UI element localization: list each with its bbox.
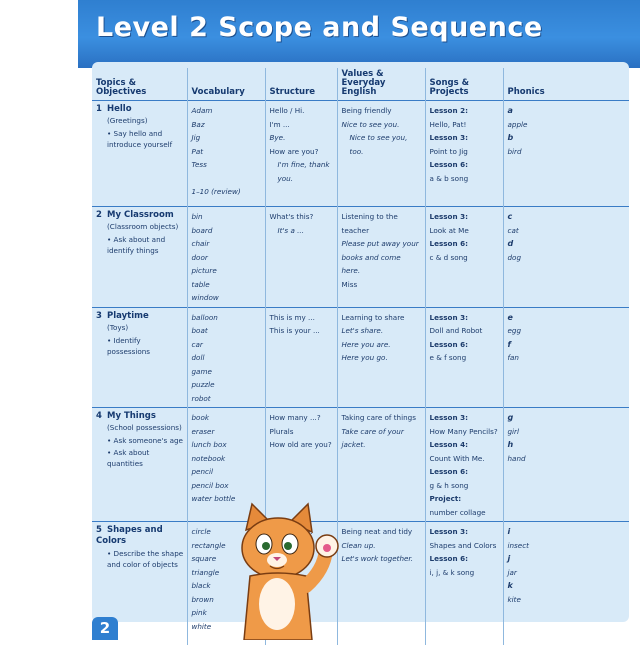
phonics-word: bird [508,145,627,159]
structure-line: Bye. [270,131,334,145]
topic-title [96,411,184,422]
values-line: Please put away your books and come here. [342,237,422,278]
topic-title [96,311,184,322]
lesson-label: Lesson 3: [430,411,500,425]
phonics-cell [503,307,629,408]
song-title: e & f song [430,351,500,365]
topic-cell [92,207,187,308]
header-phonics: Phonics [503,68,629,101]
table-row [92,101,629,207]
phonics-letter: k [508,579,627,593]
phonics-letter: j [508,552,627,566]
vocabulary-word: board [192,224,262,238]
phonics-word: hand [508,452,627,466]
vocabulary-word: book [192,411,262,425]
values-line: Taking care of things [342,411,422,425]
cat-mascot-illustration [228,500,343,640]
values-line: Let's work together. [342,552,422,566]
bullet-icon: • [107,129,114,138]
values-line: Take care of your jacket. [342,425,422,452]
topic-subtitle: (Greetings) [96,115,184,127]
objective-text: Describe the shape and color of objects [107,549,183,569]
header-topics: Topics & Objectives [92,68,187,101]
topic-title [96,104,184,115]
values-line: Here you are. [342,338,422,352]
bullet-icon: • [107,336,114,345]
phonics-letter: i [508,525,627,539]
topic-name: Hello [107,104,132,114]
vocabulary-word: pink [192,606,262,620]
vocabulary-word: door [192,251,262,265]
objective-text: Say hello and introduce yourself [107,129,172,149]
structure-line: Hello / Hi. [270,104,334,118]
phonics-letter: h [508,438,627,452]
values-line: Let's share. [342,324,422,338]
vocabulary-word: brown [192,593,262,607]
song-title: a & b song [430,172,500,186]
structure-line: I'm ... [270,118,334,132]
lesson-label: Lesson 2: [430,104,500,118]
values-line: Listening to the teacher [342,210,422,237]
objective-text: Ask about quantities [107,448,149,468]
values-line: Being friendly [342,104,422,118]
structure-line: I'm fine, thank you. [270,158,334,185]
objective-item [96,548,184,570]
topic-number: 1 [96,104,107,115]
phonics-letter: b [508,131,627,145]
values-cell [337,522,425,645]
vocabulary-word: pencil [192,465,262,479]
vocabulary-word: lunch box [192,438,262,452]
lesson-label: Lesson 6: [430,465,500,479]
page-number: 2 [92,617,118,640]
structure-cell [265,207,337,308]
vocabulary-word: boat [192,324,262,338]
lesson-label: Lesson 3: [430,311,500,325]
topic-number: 3 [96,311,107,322]
songs-cell [425,101,503,207]
page-title: Level 2 Scope and Sequence [96,12,543,43]
header-vocabulary: Vocabulary [187,68,265,101]
structure-line: It's a ... [270,224,334,238]
topic-title [96,525,184,547]
vocabulary-word: chair [192,237,262,251]
songs-cell [425,408,503,522]
vocabulary-word: car [192,338,262,352]
vocabulary-word: table [192,278,262,292]
bullet-icon: • [107,235,114,244]
phonics-word: fan [508,351,627,365]
values-line: Miss [342,278,422,292]
vocabulary-word: notebook [192,452,262,466]
song-title: Hello, Pat! [430,118,500,132]
lesson-label: Lesson 3: [430,525,500,539]
phonics-cell [503,408,629,522]
phonics-letter: e [508,311,627,325]
structure-line: Plurals [270,425,334,439]
vocabulary-cell [187,307,265,408]
table-row [92,307,629,408]
song-title: c & d song [430,251,500,265]
lesson-label: Lesson 4: [430,438,500,452]
phonics-word: jar [508,566,627,580]
lesson-label: Lesson 3: [430,131,500,145]
structure-cell [265,101,337,207]
objective-item [96,335,184,357]
objective-text: Ask about and identify things [107,235,165,255]
vocabulary-word: game [192,365,262,379]
song-title: i, j, & k song [430,566,500,580]
topic-name: My Classroom [107,210,174,220]
lesson-label: Lesson 6: [430,552,500,566]
structure-line: How are you? [270,145,334,159]
vocabulary-word: pencil box [192,479,262,493]
vocabulary-cell [187,101,265,207]
vocabulary-word: 1–10 (review) [192,185,262,199]
song-title: Look at Me [430,224,500,238]
phonics-letter: a [508,104,627,118]
phonics-letter: d [508,237,627,251]
structure-line: This is your ... [270,324,334,338]
bullet-icon: • [107,436,114,445]
vocabulary-word: square [192,552,262,566]
vocabulary-word: robot [192,392,262,406]
song-title: Point to Jig [430,145,500,159]
vocabulary-word: picture [192,264,262,278]
vocabulary-word: Pat [192,145,262,159]
phonics-word: dog [508,251,627,265]
lesson-label: Project: [430,492,500,506]
songs-cell [425,522,503,645]
vocabulary-cell [187,207,265,308]
topic-number: 4 [96,411,107,422]
topic-cell [92,408,187,522]
values-line: Here you go. [342,351,422,365]
objective-item [96,128,184,150]
lesson-label: Lesson 6: [430,237,500,251]
phonics-cell [503,101,629,207]
vocabulary-word: rectangle [192,539,262,553]
vocabulary-word: circle [192,525,262,539]
topic-title [96,210,184,221]
songs-cell [425,207,503,308]
vocabulary-word: Tess [192,158,262,172]
song-title: How Many Pencils? [430,425,500,439]
phonics-word: kite [508,593,627,607]
table-row [92,207,629,308]
vocabulary-word: Adam [192,104,262,118]
header-values: Values & Everyday English [337,68,425,101]
topic-cell [92,307,187,408]
vocabulary-word: Baz [192,118,262,132]
objective-text: Identify possessions [107,336,150,356]
topic-subtitle: (Classroom objects) [96,221,184,233]
structure-line: How old are you? [270,438,334,452]
phonics-cell [503,522,629,645]
vocabulary-word: black [192,579,262,593]
structure-line: This is my ... [270,311,334,325]
header-songs: Songs & Projects [425,68,503,101]
table-row [92,522,629,645]
values-line: Learning to share [342,311,422,325]
song-title: g & h song [430,479,500,493]
songs-cell [425,307,503,408]
values-line: Clean up. [342,539,422,553]
topic-subtitle: (School possessions) [96,422,184,434]
values-cell [337,408,425,522]
phonics-word: egg [508,324,627,338]
topic-name: Shapes and Colors [96,525,163,546]
header-structure: Structure [265,68,337,101]
vocabulary-word: balloon [192,311,262,325]
values-line: Nice to see you. [342,118,422,132]
objective-item [96,435,184,446]
vocabulary-word: triangle [192,566,262,580]
lesson-label: Lesson 3: [430,210,500,224]
song-title: Count With Me. [430,452,500,466]
bullet-icon: • [107,448,114,457]
values-cell [337,207,425,308]
phonics-word: apple [508,118,627,132]
vocabulary-word: puzzle [192,378,262,392]
phonics-letter: f [508,338,627,352]
vocabulary-spacer [192,172,262,185]
values-line: Being neat and tidy [342,525,422,539]
vocabulary-word: doll [192,351,262,365]
structure-line: How many ...? [270,411,334,425]
phonics-word: insect [508,539,627,553]
topic-name: My Things [107,411,156,421]
topic-subtitle: (Toys) [96,322,184,334]
values-cell [337,307,425,408]
phonics-word: girl [508,425,627,439]
vocabulary-word: water bottle [192,492,262,506]
lesson-label: Lesson 6: [430,338,500,352]
objective-item [96,447,184,469]
table-body [92,101,629,645]
vocabulary-word: bin [192,210,262,224]
phonics-letter: g [508,411,627,425]
structure-line: What's this? [270,210,334,224]
values-line: Nice to see you, too. [342,131,422,158]
objective-text: Ask someone's age [114,436,183,445]
song-title: Doll and Robot [430,324,500,338]
objective-item [96,234,184,256]
topic-number: 5 [96,525,107,536]
topic-number: 2 [96,210,107,221]
structure-cell [265,307,337,408]
phonics-cell [503,207,629,308]
table-row [92,408,629,522]
bullet-icon: • [107,549,114,558]
header-row [92,68,629,101]
phonics-word: cat [508,224,627,238]
vocabulary-word: window [192,291,262,305]
topic-name: Playtime [107,311,149,321]
phonics-letter: c [508,210,627,224]
vocabulary-word: eraser [192,425,262,439]
scope-table [92,68,629,645]
topic-cell [92,101,187,207]
lesson-label: Lesson 6: [430,158,500,172]
values-cell [337,101,425,207]
vocabulary-word: white [192,620,262,634]
song-title: number collage [430,506,500,520]
vocabulary-word: Jig [192,131,262,145]
song-title: Shapes and Colors [430,539,500,553]
